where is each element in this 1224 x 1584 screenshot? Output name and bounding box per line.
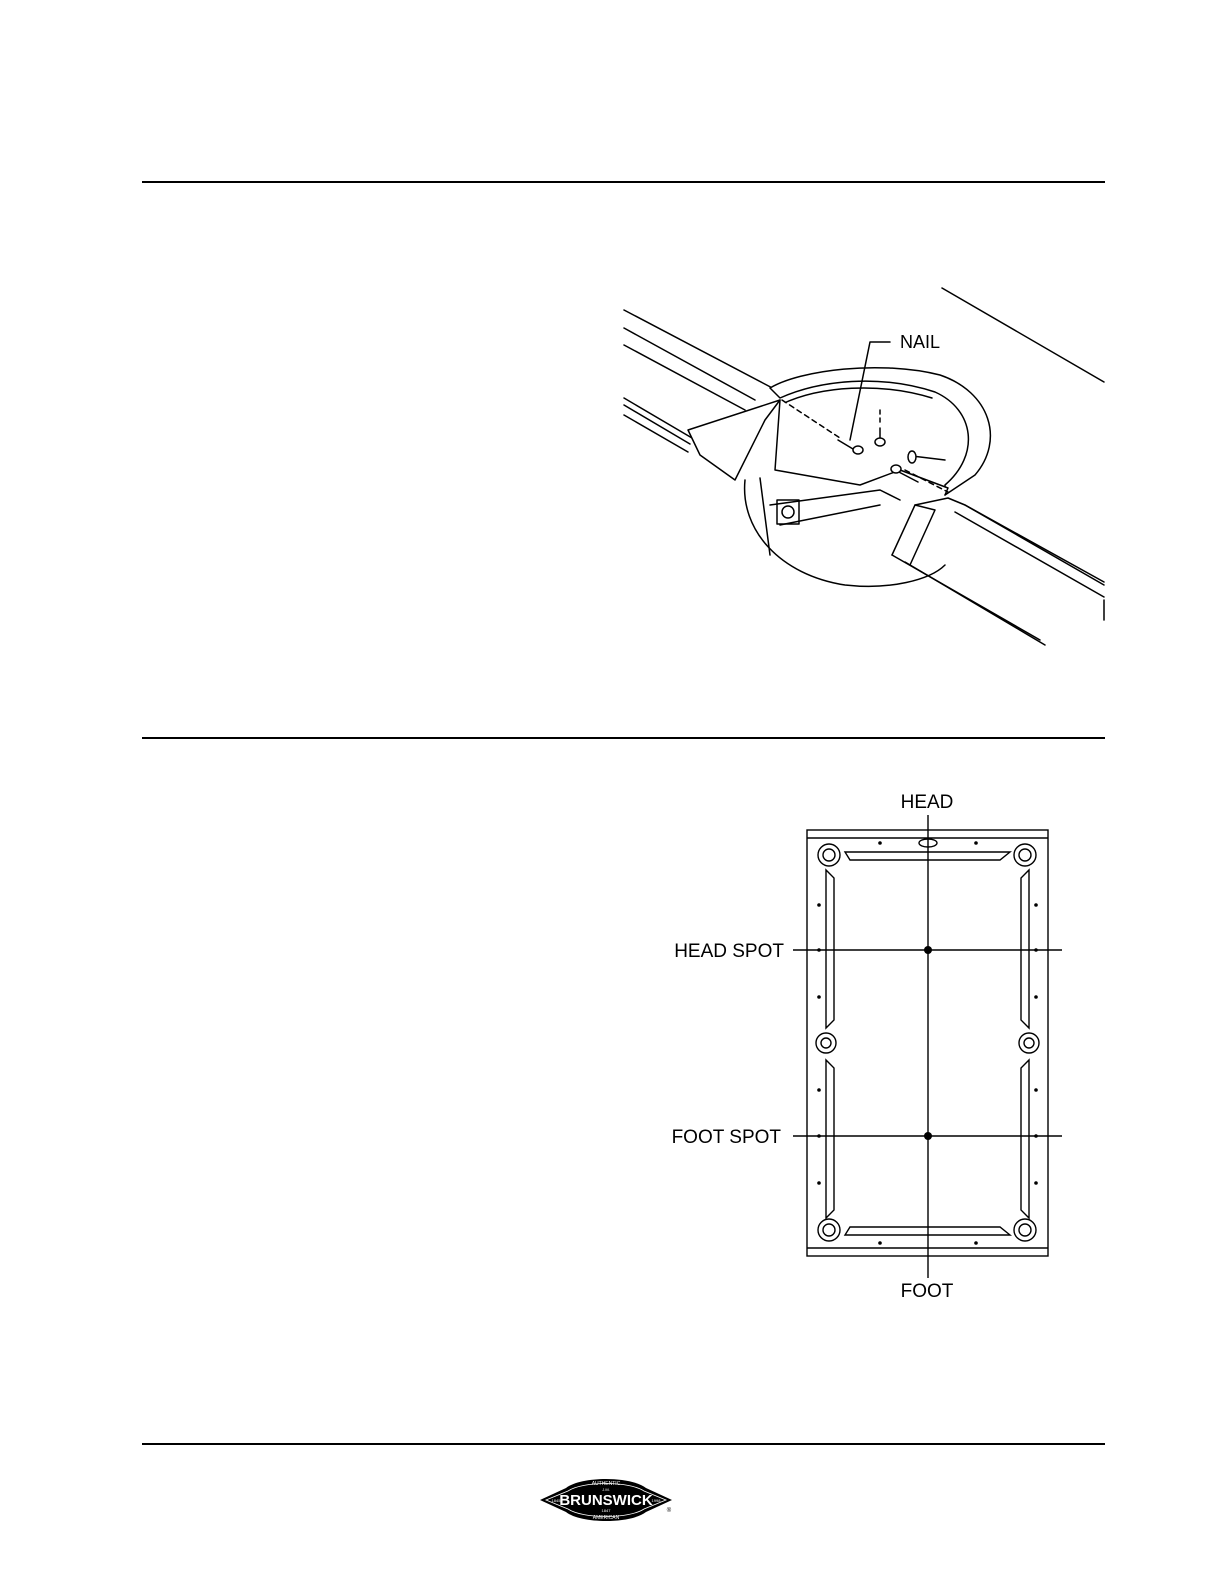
logo-brand: BRUNSWICK — [559, 1492, 653, 1509]
bottom-rule — [142, 1443, 1105, 1445]
nail-label: NAIL — [900, 332, 941, 352]
pocket-nail-diagram — [620, 280, 1110, 660]
top-rule — [142, 181, 1105, 183]
middle-rule — [142, 737, 1105, 739]
logo-arc-top: AUTHENTIC — [591, 1481, 621, 1487]
brunswick-logo — [536, 1472, 676, 1528]
logo-registered: ® — [666, 1508, 672, 1514]
logo-small-bottom: 1847 — [601, 1508, 611, 1513]
table-spot-diagram — [660, 785, 1070, 1305]
logo-arc-bottom: AMERICAN — [592, 1515, 620, 1521]
logo-left-year: 1845 — [551, 1498, 561, 1503]
logo-right-year: 1998 — [651, 1498, 661, 1503]
foot-spot-label: FOOT SPOT — [671, 1127, 781, 1148]
foot-label: FOOT — [900, 1281, 954, 1302]
head-spot-label: HEAD SPOT — [674, 941, 784, 962]
head-label: HEAD — [900, 792, 954, 813]
logo-small-top: J.M. — [602, 1487, 610, 1492]
